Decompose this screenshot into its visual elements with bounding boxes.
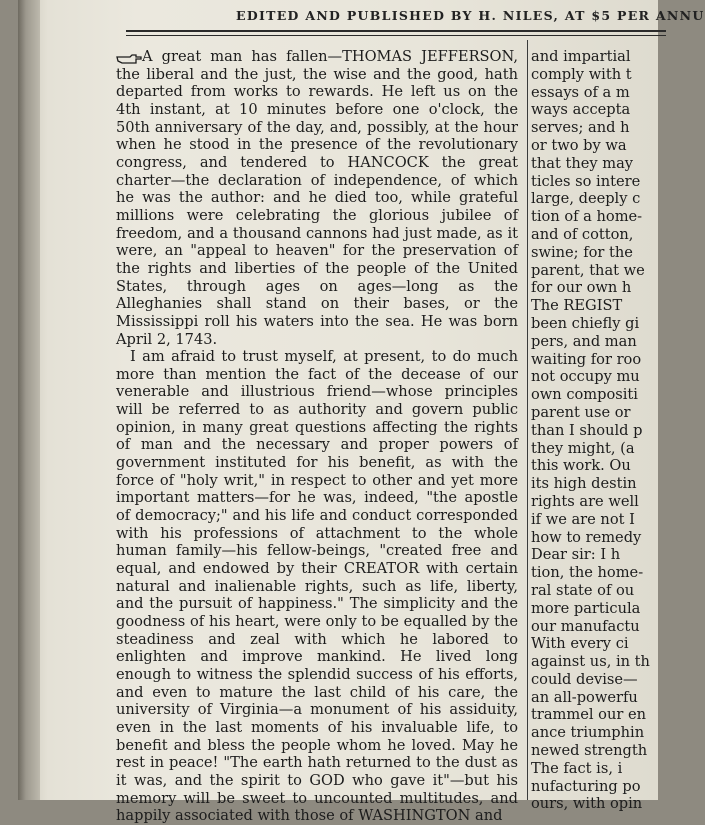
- right-column-line: this work. Ou: [531, 457, 631, 475]
- pointing-hand-icon: [116, 52, 142, 63]
- right-column-line: or two by wa: [531, 136, 627, 154]
- right-column-line: pers, and man: [531, 332, 637, 350]
- right-column-line: more particula: [531, 599, 641, 617]
- header-rule-thick: [126, 30, 666, 32]
- right-column-line: Dear sir: I h: [531, 546, 621, 564]
- right-column-line: essays of a m: [531, 83, 630, 101]
- right-column-line: and impartial: [531, 48, 631, 65]
- right-column-line: large, deeply c: [531, 190, 641, 208]
- article-paragraph-1: [116, 48, 518, 348]
- right-column-line: parent use or: [531, 403, 631, 421]
- right-column-line: serves; and h: [531, 119, 630, 137]
- right-column-line: that they may: [531, 154, 634, 172]
- right-column-line: if we are not I: [531, 510, 635, 528]
- column-divider: [527, 40, 528, 800]
- right-column-line: own compositi: [531, 386, 638, 404]
- right-column-line: tion of a home-: [531, 208, 643, 226]
- right-column-line: The fact is, i: [531, 759, 623, 777]
- right-column-line: our manufactu: [531, 617, 640, 635]
- right-column-line: The REGIST: [531, 297, 623, 315]
- right-column-line: could devise—: [531, 670, 638, 688]
- page-binding-edge: [18, 0, 40, 800]
- right-column-line: parent, that we: [531, 261, 645, 279]
- right-column-line: newed strength: [531, 742, 648, 760]
- right-column-line: nufacturing po: [531, 777, 641, 795]
- right-column-line: been chiefly gi: [531, 314, 640, 332]
- article-paragraph-1-text: A great man has fallen—THOMAS JEFFERSON, the liberal and the just, the wise and the good, hath departed from works to rewards. He left us on the 4th instant, at 10 minutes before one o'clock, the 50th anniversary of the day, and, possibly, at the hour when he stood in the presence of the revolutionary congress, and tendered to HANCOCK the great charter—the declaration of independence, of which he was the author: and he died too, while grateful millions were celebrating the glorious jubilee of freedom, and a thousand cannons had just made, as it were, an "appeal to heaven" for the preservation of the rights and liberties of the people of the United States, through ages on ages—long as the Alleghanies shall stand on their bases, or the Mississippi roll his waters into the sea. He was born April 2, 1743.: [116, 48, 518, 348]
- right-column-line: comply with t: [531, 65, 632, 83]
- right-column-line: than I should p: [531, 421, 643, 439]
- right-column-line: ours, with opin: [531, 795, 643, 813]
- right-column-line: an all-powerfu: [531, 688, 638, 706]
- masthead-line: EDITED AND PUBLISHED BY H. NILES, AT $5 PER ANNU: [236, 8, 705, 23]
- right-column-line: for our own h: [531, 279, 632, 297]
- main-article-column: [116, 48, 518, 825]
- right-column-line: they might, (a: [531, 439, 635, 457]
- right-column-text: [531, 48, 671, 813]
- right-column-line: its high destin: [531, 475, 637, 493]
- right-column-line: against us, in th: [531, 653, 650, 671]
- right-column-line: ways accepta: [531, 101, 631, 119]
- right-column-line: trammel our en: [531, 706, 646, 724]
- right-column-line: not occupy mu: [531, 368, 640, 386]
- right-column-line: ticles so intere: [531, 172, 641, 190]
- right-column-line: rights are well: [531, 492, 639, 510]
- right-column-line: ance triumphin: [531, 724, 645, 742]
- right-column-line: how to remedy: [531, 528, 642, 546]
- right-column-line: and of cotton,: [531, 225, 634, 243]
- article-paragraph-2: I am afraid to trust myself, at present, to do much more than mention the fact of the decease of our venerable and illustrious friend—whose principles will be referred to as authority and govern public opinion, in many great questions affecting the rights of man and the necessary and proper powers of government instituted for his benefit, as with the force of "holy writ," in respect to other and yet more important matters—for he was, indeed, "the apostle of democracy;" and his life and conduct corresponded with his professions of attachment to the whole human family—his fellow-beings, "created free and equal, and endowed by their CREATOR with certain natural and inalienable rights, such as life, liberty, and the pursuit of happiness." The simplicity and the goodness of his heart, were only to be equalled by the steadiness and zeal with which he labored to enlighten and improve mankind. He lived long enough to witness the splendid success of his efforts, and even to mature the last child of his care, the university of Virginia—a monument of his assiduity, even in the last moments of his invaluable life, to benefit and bless the people whom he loved. May he rest in peace! "The earth hath returned to the dust as it was, and the spirit to GOD who gave it"—but his memory will be sweet to uncounted multitudes, and happily associated with those of WASHINGTON and: [116, 348, 518, 825]
- header-rule-thin: [126, 35, 666, 36]
- right-column-line: tion, the home-: [531, 564, 644, 582]
- right-column-line: With every ci: [531, 635, 629, 653]
- right-column-line: ral state of ou: [531, 581, 635, 599]
- newspaper-page: [18, 0, 705, 825]
- right-column-line: waiting for roo: [531, 350, 642, 368]
- right-column-line: swine; for the: [531, 243, 633, 261]
